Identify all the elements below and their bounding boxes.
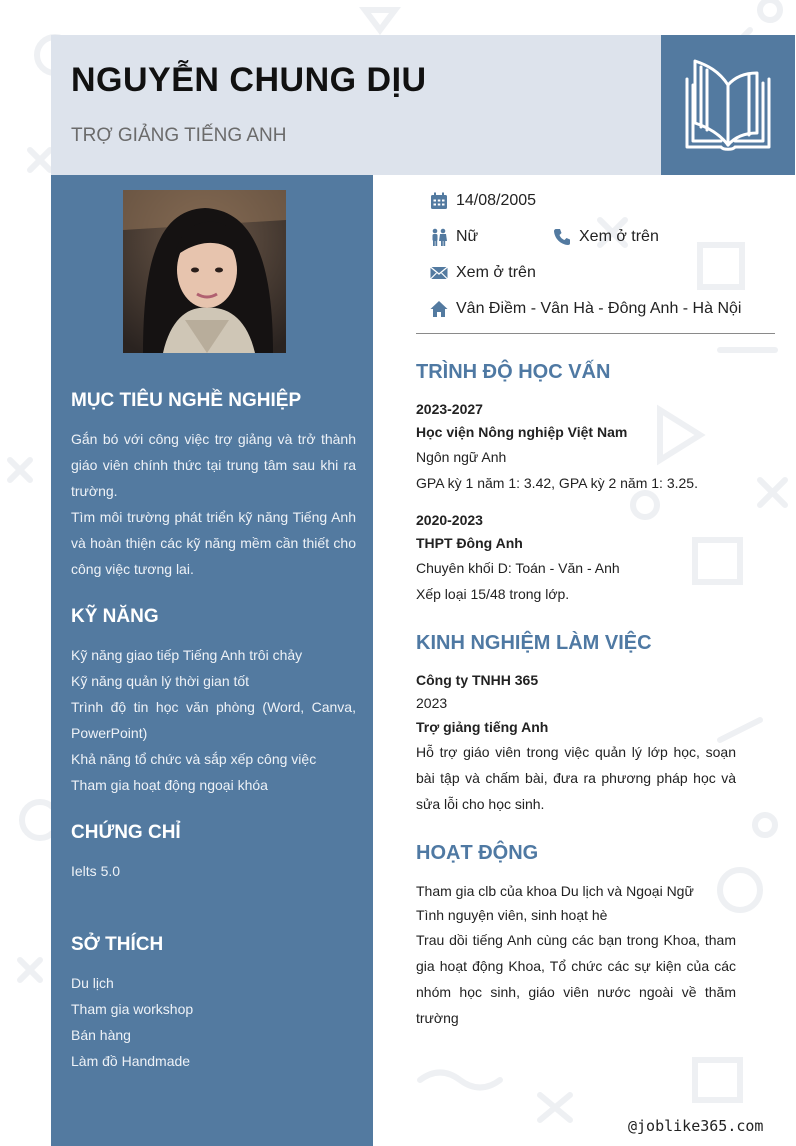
experience-year: 2023 (416, 695, 448, 711)
hobbies-title: SỞ THÍCH (71, 934, 164, 955)
home-icon (430, 300, 448, 318)
education-detail: GPA kỳ 1 năm 1: 3.42, GPA kỳ 2 năm 1: 3.25. (416, 475, 698, 491)
header-banner (51, 35, 661, 175)
certificates-section (71, 822, 356, 884)
hobby-item: Du lịch (71, 975, 114, 991)
candidate-name: NGUYỄN CHUNG DỊU (71, 61, 427, 99)
objective-paragraph: Tìm môi trường phát triển kỹ năng Tiếng Anh và hoàn thiện các kỹ năng mềm cần thiết cho công việc tương lai. (71, 509, 356, 577)
hobby-item: Bán hàng (71, 1027, 131, 1043)
education-section (416, 361, 736, 607)
email-row (430, 264, 536, 282)
education-detail: Ngôn ngữ Anh (416, 449, 507, 465)
education-detail: Chuyên khối D: Toán - Văn - Anh (416, 560, 620, 576)
objective-paragraph: Gắn bó với công việc trợ giảng và trở thành giáo viên chính thức tại trung tâm sau khi ra trường. (71, 431, 356, 499)
activity-item: Trau dồi tiếng Anh cùng các bạn trong Khoa, tham gia hoạt động Khoa, Tổ chức các sự kiện của các nhóm học sinh, giáo viên nước ngoài về thăm trường (416, 932, 736, 1026)
hobbies-section (71, 934, 356, 1074)
phone-row (553, 228, 659, 246)
experience-company: Công ty TNHH 365 (416, 672, 539, 688)
education-detail: Xếp loại 15/48 trong lớp. (416, 586, 570, 602)
experience-position: Trợ giảng tiếng Anh (416, 719, 549, 735)
logo-box (661, 35, 795, 175)
candidate-role: TRỢ GIẢNG TIẾNG ANH (71, 125, 287, 146)
hobby-item: Tham gia workshop (71, 1001, 194, 1017)
gender-value: Nữ (456, 228, 479, 245)
open-book-icon (681, 57, 775, 153)
certificates-title: CHỨNG CHỈ (71, 822, 181, 843)
email-value: Xem ở trên (456, 264, 536, 281)
education-entry (416, 398, 736, 496)
experience-title: KINH NGHIỆM LÀM VIỆC (416, 632, 652, 654)
birthday-row (430, 192, 536, 210)
education-years: 2020-2023 (416, 512, 483, 528)
skills-section (71, 606, 356, 798)
email-icon (430, 264, 448, 282)
education-title: TRÌNH ĐỘ HỌC VẤN (416, 361, 611, 383)
activities-section (416, 842, 736, 1031)
education-entry (416, 509, 736, 607)
experience-description: Hỗ trợ giáo viên trong việc quản lý lớp học, soạn bài tập và chấm bài, đưa ra phương pháp học và sửa lỗi cho học sinh. (416, 744, 736, 812)
activity-item: Tham gia clb của khoa Du lịch và Ngoại Ngữ (416, 883, 694, 899)
activity-item: Tình nguyện viên, sinh hoạt hè (416, 907, 608, 923)
education-years: 2023-2027 (416, 401, 483, 417)
watermark-text: @joblike365.com (628, 1117, 764, 1135)
gender-row (430, 228, 478, 246)
activities-title: HOẠT ĐỘNG (416, 842, 539, 864)
education-school: THPT Đông Anh (416, 535, 523, 551)
calendar-icon (430, 192, 448, 210)
sidebar (51, 175, 373, 1146)
hobby-item: Làm đồ Handmade (71, 1053, 191, 1069)
phone-value: Xem ở trên (579, 228, 659, 245)
profile-photo (123, 190, 286, 353)
education-school: Học viện Nông nghiệp Việt Nam (416, 424, 628, 440)
objective-section (71, 390, 356, 582)
birthday-value: 14/08/2005 (456, 192, 537, 209)
address-row (430, 300, 741, 318)
skill-item: Kỹ năng giao tiếp Tiếng Anh trôi chảy (71, 647, 303, 663)
skill-item: Kỹ năng quản lý thời gian tốt (71, 673, 250, 689)
phone-icon (553, 228, 571, 246)
gender-icon (430, 228, 448, 246)
address-value: Vân Điềm - Vân Hà - Đông Anh - Hà Nội (456, 300, 742, 317)
experience-section (416, 632, 736, 817)
skill-item: Trình độ tin học văn phòng (Word, Canva, PowerPoint) (71, 699, 356, 741)
skill-item: Khả năng tổ chức và sắp xếp công việc (71, 751, 317, 767)
contact-divider (416, 333, 775, 334)
certificate-item: Ielts 5.0 (71, 863, 121, 879)
skill-item: Tham gia hoạt động ngoại khóa (71, 777, 268, 793)
skills-title: KỸ NĂNG (71, 606, 159, 627)
objective-title: MỤC TIÊU NGHỀ NGHIỆP (71, 390, 302, 411)
